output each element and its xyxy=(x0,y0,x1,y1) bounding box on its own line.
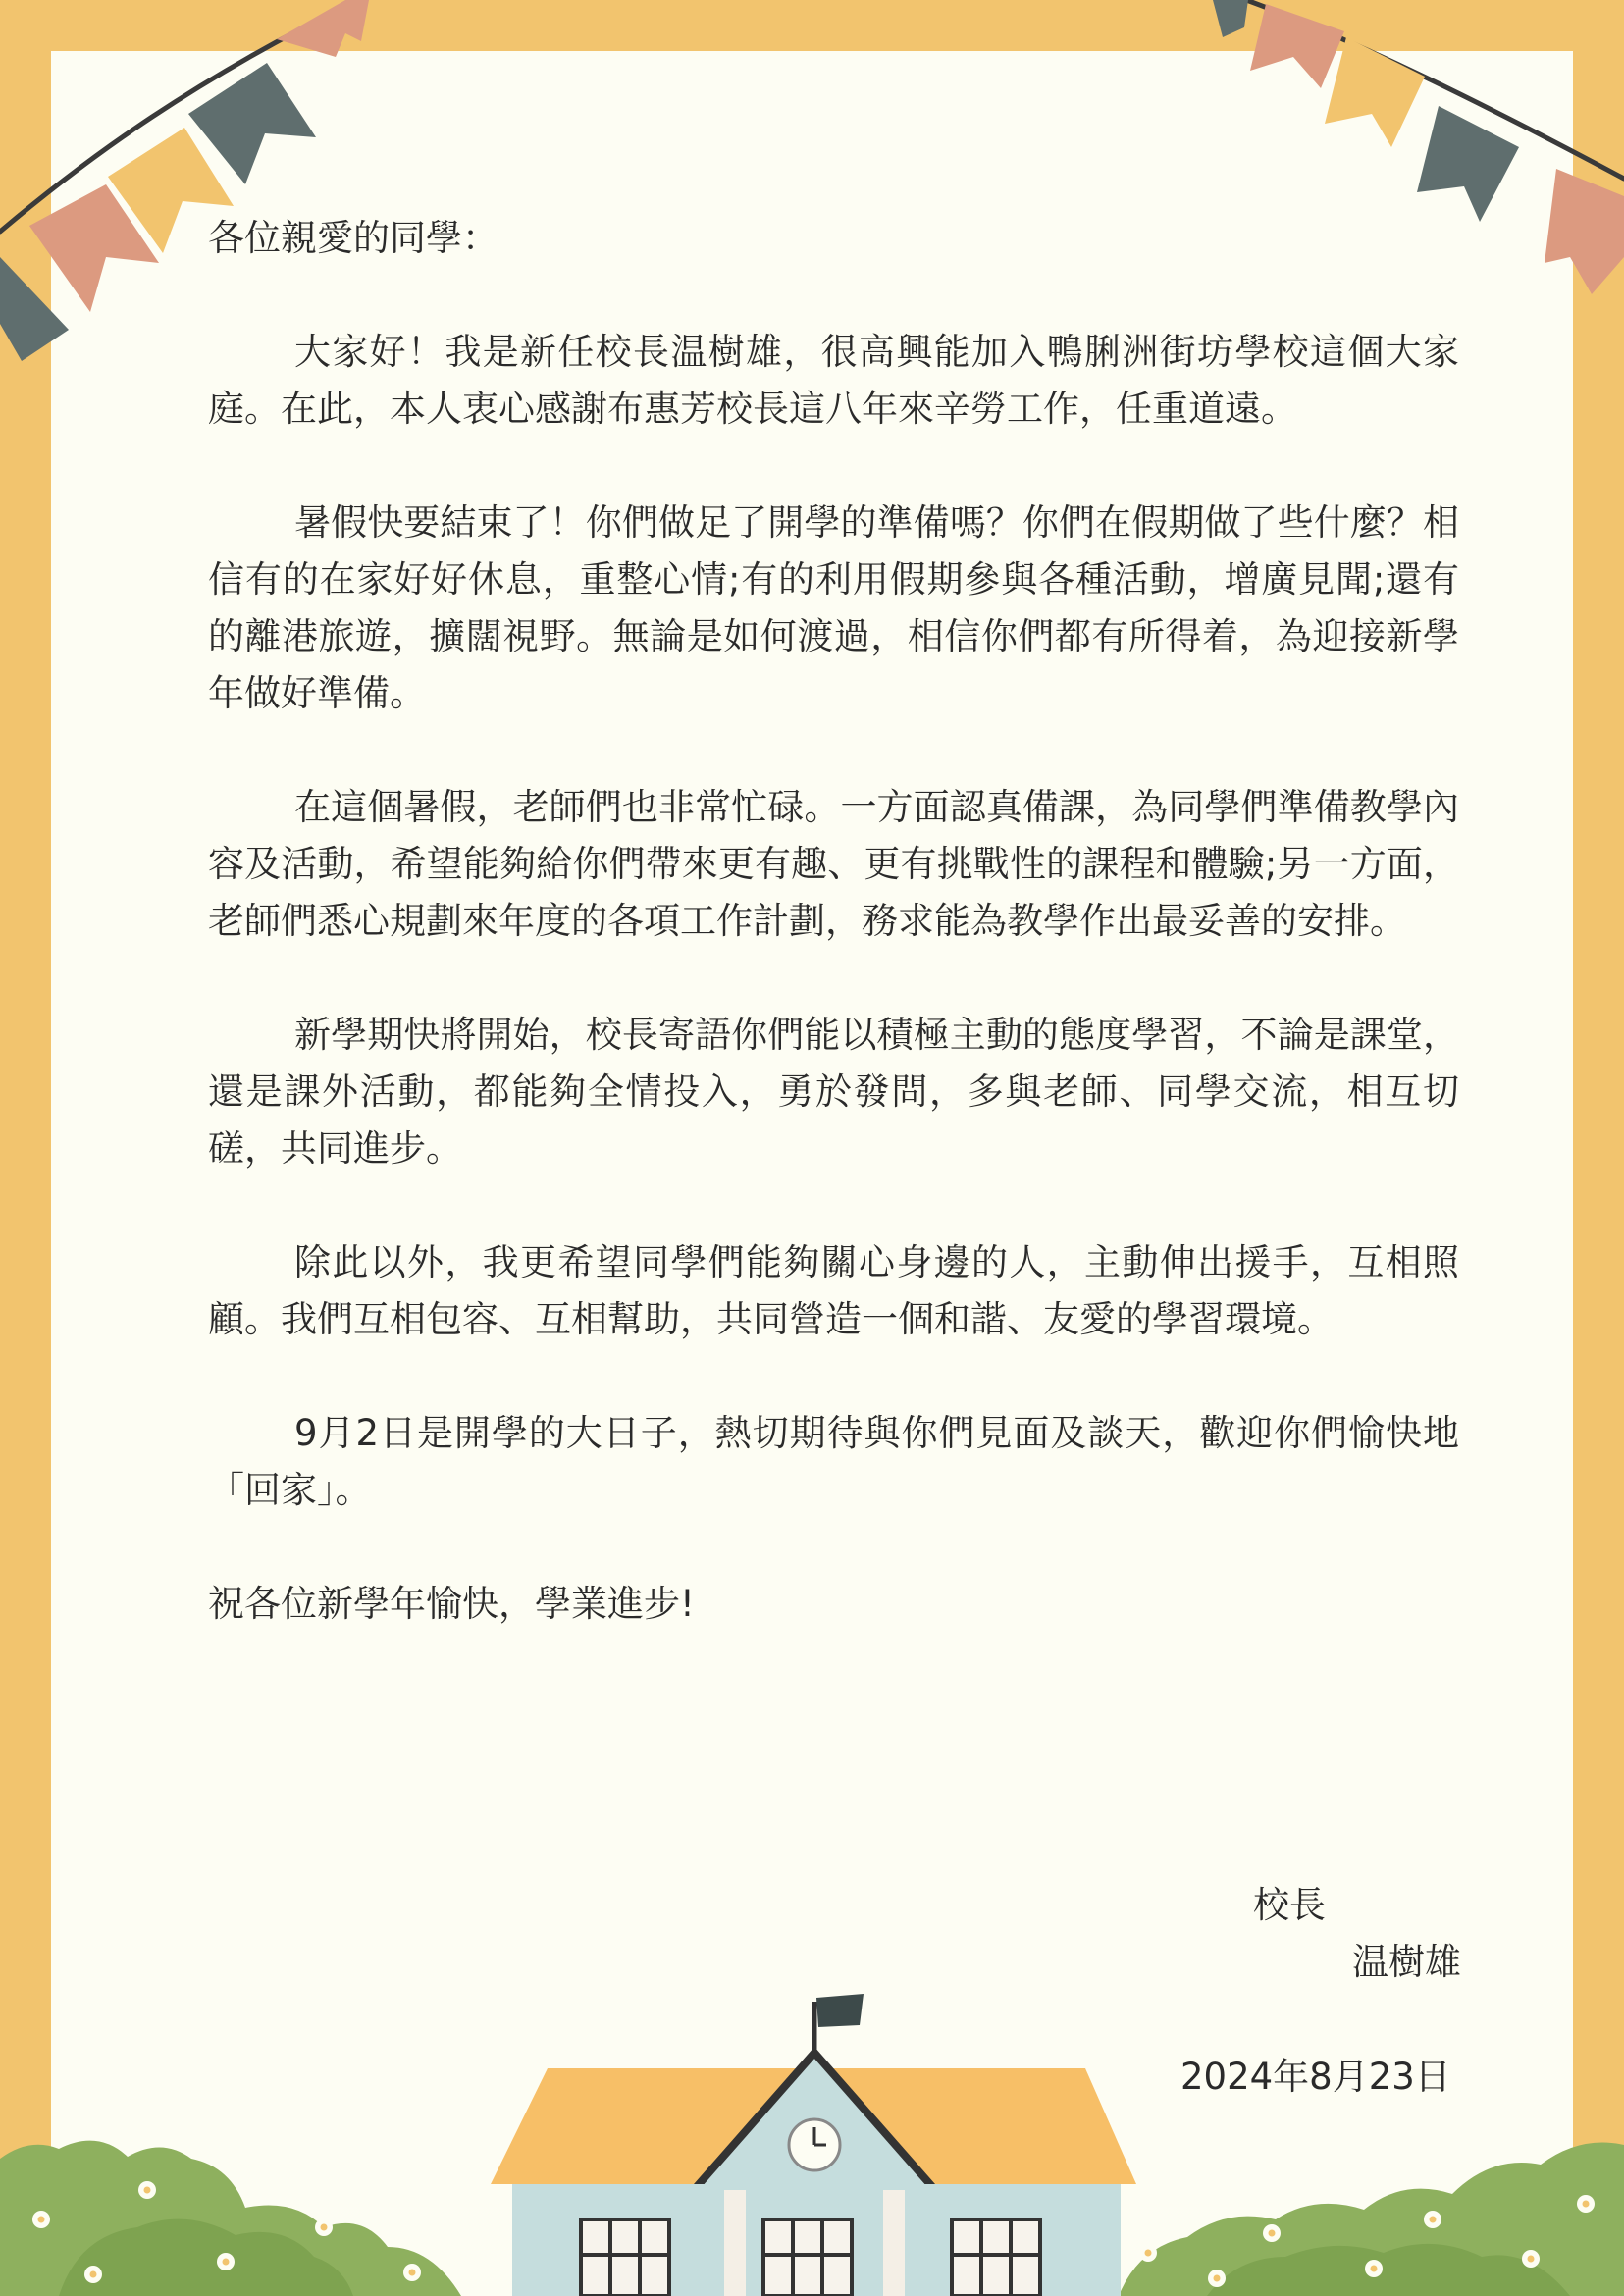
school-house-illustration xyxy=(491,1994,1136,2296)
letter-date: 2024年8月23日 xyxy=(1180,2056,1451,2098)
flag-icon xyxy=(1417,106,1519,222)
letter-paragraph: 在這個暑假，老師們也非常忙碌。一方面認真備課，為同學們準備教學內容及活動，希望能夠給你們帶來更有趣、更有挑戰性的課程和體驗;另一方面，老師們悉心規劃來年度的各項工作計劃，務求能為教學作出最妥善的安排。 xyxy=(208,786,1459,942)
flag-icon xyxy=(1250,4,1344,88)
window-icon xyxy=(581,2219,669,2296)
letter-paragraph: 大家好！我是新任校長温樹雄，很高興能加入鴨脷洲街坊學校這個大家庭。在此，本人衷心感謝布惠芳校長這八年來辛勞工作，任重道遠。 xyxy=(208,331,1459,430)
letter-body xyxy=(208,210,1459,1633)
letter-paragraph: 除此以外，我更希望同學們能夠關心身邊的人，主動伸出援手，互相照顧。我們互相包容、互相幫助，共同營造一個和諧、友愛的學習環境。 xyxy=(208,1241,1459,1340)
flag-icon xyxy=(0,257,69,361)
window-icon xyxy=(952,2219,1040,2296)
flag-icon xyxy=(1545,169,1624,294)
bushes-right xyxy=(1119,2143,1624,2296)
flag-icon xyxy=(1213,0,1248,37)
letter-salutation: 各位親愛的同學： xyxy=(208,217,498,259)
flag-icon xyxy=(277,0,369,57)
signature-name: 温樹雄 xyxy=(1352,1941,1461,1983)
school-flag-icon xyxy=(816,1994,864,2027)
flag-icon xyxy=(1325,37,1425,147)
letter-paragraph: 新學期快將開始，校長寄語你們能以積極主動的態度學習，不論是課堂，還是課外活動，都能夠全情投入，勇於發問，多與老師、同學交流，相互切磋，共同進步。 xyxy=(208,1014,1459,1170)
signature-title: 校長 xyxy=(1253,1884,1326,1926)
clock-icon xyxy=(789,2119,840,2170)
letter-paragraph: 暑假快要結束了！你們做足了開學的準備嗎？你們在假期做了些什麼？相信有的在家好好休息，重整心情;有的利用假期參與各種活動，增廣見聞;還有的離港旅遊，擴闊視野。無論是如何渡過，相信你們都有所得着，為迎接新學年做好準備。 xyxy=(208,501,1459,714)
letter-paragraph: 9月2日是開學的大日子，熱切期待與你們見面及談天，歡迎你們愉快地「回家」。 xyxy=(208,1412,1459,1511)
window-icon xyxy=(763,2219,852,2296)
bushes-left xyxy=(0,2141,461,2296)
letter-closing: 祝各位新學年愉快，學業進步! xyxy=(208,1583,695,1625)
